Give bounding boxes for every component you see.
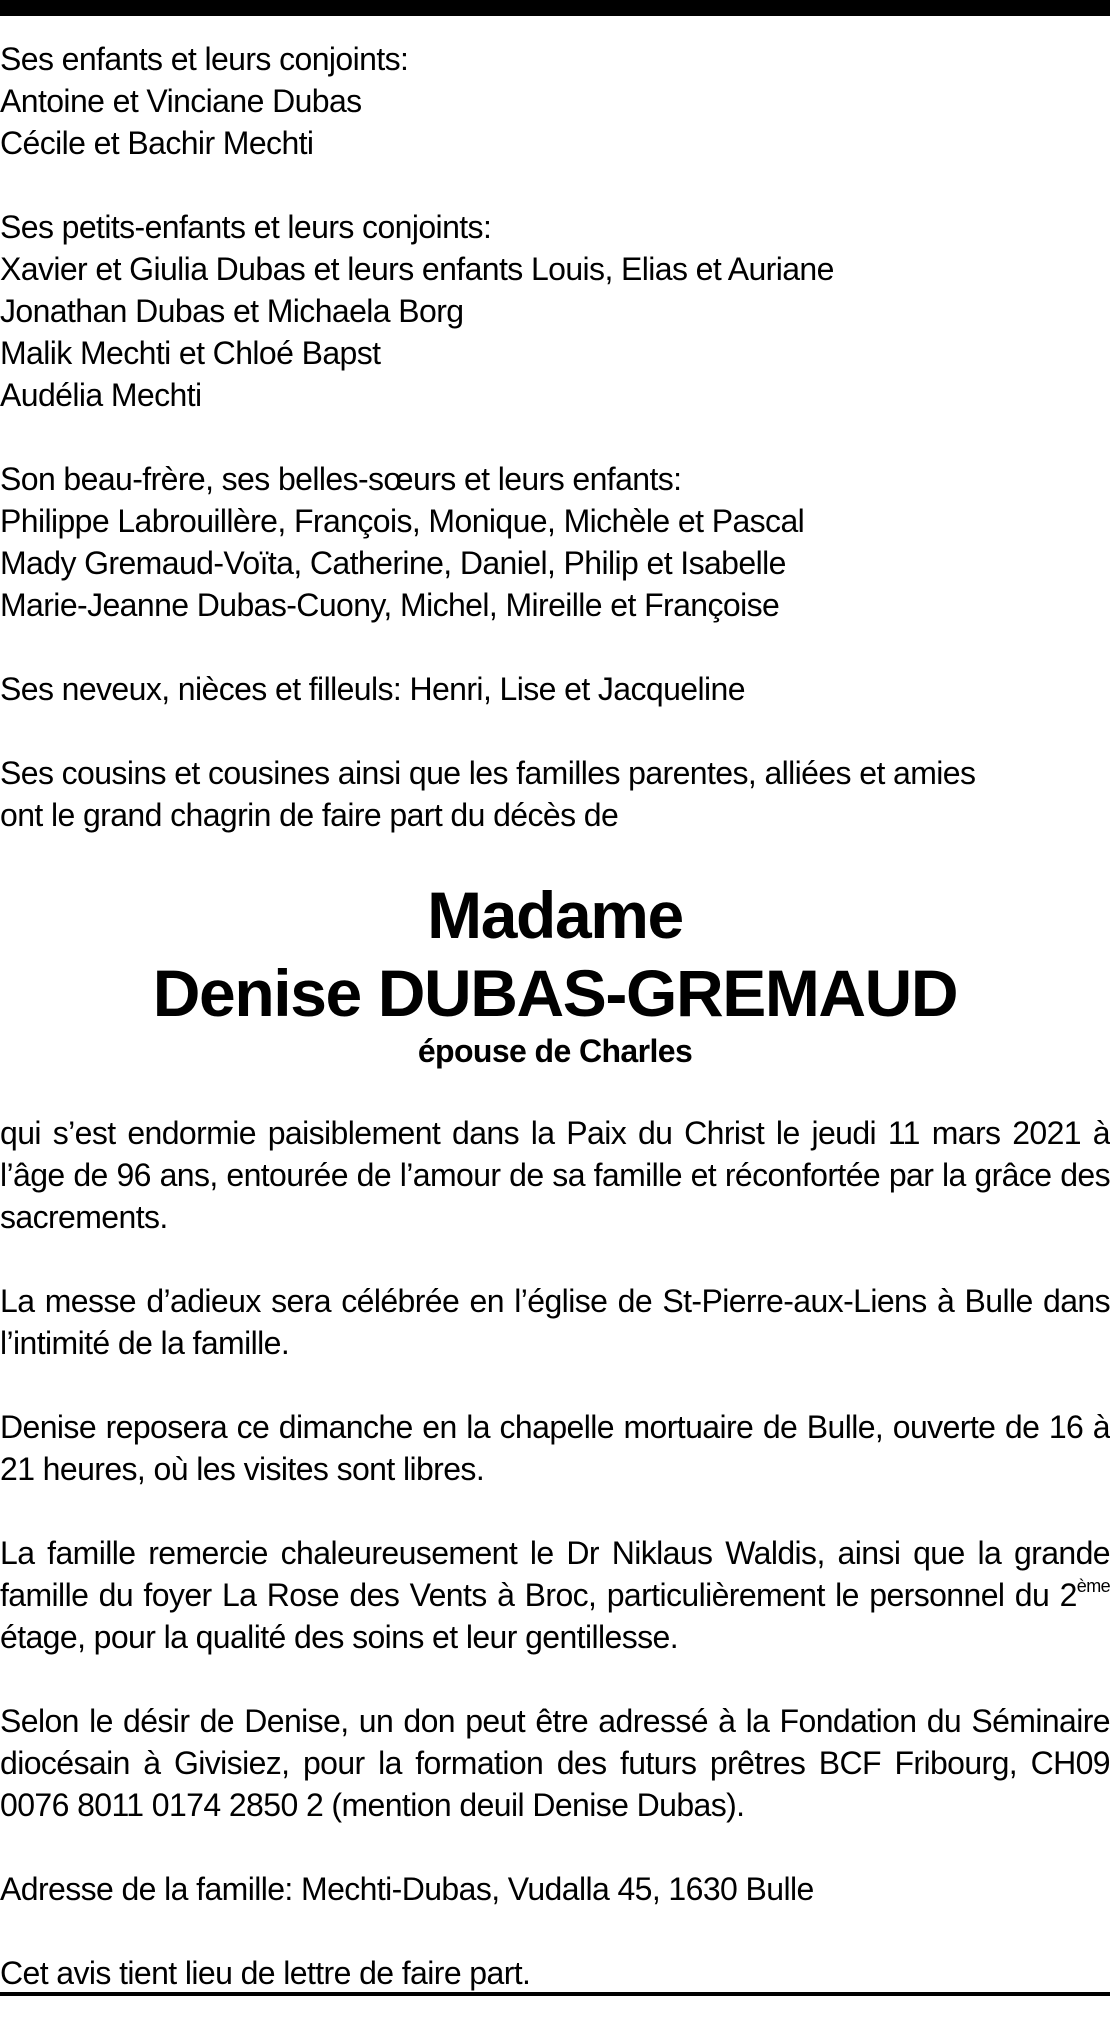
grandchildren-line: Malik Mechti et Chloé Bapst bbox=[0, 335, 381, 371]
in-laws-section bbox=[0, 458, 1110, 626]
nephews-line: Ses neveux, nièces et filleuls: Henri, Lise et Jacqueline bbox=[0, 671, 745, 707]
deceased-name: Denise DUBAS-GREMAUD bbox=[152, 956, 958, 1030]
address-paragraph: Adresse de la famille: Mechti-Dubas, Vudalla 45, 1630 Bulle bbox=[0, 1871, 814, 1907]
thanks-text-end: étage, pour la qualité des soins et leur gentillesse. bbox=[0, 1619, 678, 1655]
children-line: Cécile et Bachir Mechti bbox=[0, 125, 314, 161]
thanks-text: La famille remercie chaleureusement le Dr Niklaus Waldis, ainsi que la grande famille du foyer La Rose des Vents à Broc, particulièrement le personnel du 2 bbox=[0, 1535, 1110, 1613]
closing-paragraph: Cet avis tient lieu de lettre de faire part. bbox=[0, 1955, 531, 1991]
visit-paragraph: Denise reposera ce dimanche en la chapelle mortuaire de Bulle, ouverte de 16 à 21 heures, où les visites sont libres. bbox=[0, 1409, 1110, 1487]
grandchildren-line: Xavier et Giulia Dubas et leurs enfants Louis, Elias et Auriane bbox=[0, 251, 834, 287]
grandchildren-line: Jonathan Dubas et Michaela Borg bbox=[0, 293, 464, 329]
in-laws-line: Marie-Jeanne Dubas-Cuony, Michel, Mireille et Françoise bbox=[0, 587, 780, 623]
children-section bbox=[0, 38, 1110, 164]
bottom-border-rule bbox=[0, 1992, 1110, 1996]
in-laws-line: Mady Gremaud-Voïta, Catherine, Daniel, Philip et Isabelle bbox=[0, 545, 786, 581]
death-paragraph: qui s’est endormie paisiblement dans la Paix du Christ le jeudi 11 mars 2021 à l’âge de 96 ans, entourée de l’amour de sa famille et réconfortée par la grâce des sacrements. bbox=[0, 1115, 1110, 1235]
announcement-line: Ses cousins et cousines ainsi que les familles parentes, alliées et amies bbox=[0, 755, 976, 791]
deceased-spouse: épouse de Charles bbox=[417, 1033, 693, 1069]
in-laws-heading: Son beau-frère, ses belles-sœurs et leurs enfants: bbox=[0, 461, 682, 497]
top-border-rule bbox=[0, 0, 1110, 16]
in-laws-line: Philippe Labrouillère, François, Monique, Michèle et Pascal bbox=[0, 503, 805, 539]
mass-paragraph: La messe d’adieux sera célébrée en l’église de St-Pierre-aux-Liens à Bulle dans l’intimité de la famille. bbox=[0, 1283, 1110, 1361]
grandchildren-section bbox=[0, 206, 1110, 416]
deceased-name-block bbox=[0, 876, 1110, 1070]
thanks-paragraph bbox=[0, 1532, 1110, 1658]
nephews-section bbox=[0, 668, 1110, 710]
announcement-line: ont le grand chagrin de faire part du décès de bbox=[0, 797, 619, 833]
obituary-notice bbox=[0, 38, 1110, 2036]
grandchildren-heading: Ses petits-enfants et leurs conjoints: bbox=[0, 209, 492, 245]
grandchildren-line: Audélia Mechti bbox=[0, 377, 202, 413]
donation-paragraph: Selon le désir de Denise, un don peut être adressé à la Fondation du Séminaire diocésain à Givisiez, pour la formation des futurs prêtres BCF Fribourg, CH09 0076 8011 0174 2850 2 (mention deuil Denise Dubas). bbox=[0, 1703, 1110, 1823]
floor-ordinal-suffix: ème bbox=[1076, 1576, 1110, 1596]
children-line: Antoine et Vinciane Dubas bbox=[0, 83, 362, 119]
announcement-section bbox=[0, 752, 1110, 836]
deceased-title: Madame bbox=[427, 878, 683, 952]
children-heading: Ses enfants et leurs conjoints: bbox=[0, 41, 409, 77]
